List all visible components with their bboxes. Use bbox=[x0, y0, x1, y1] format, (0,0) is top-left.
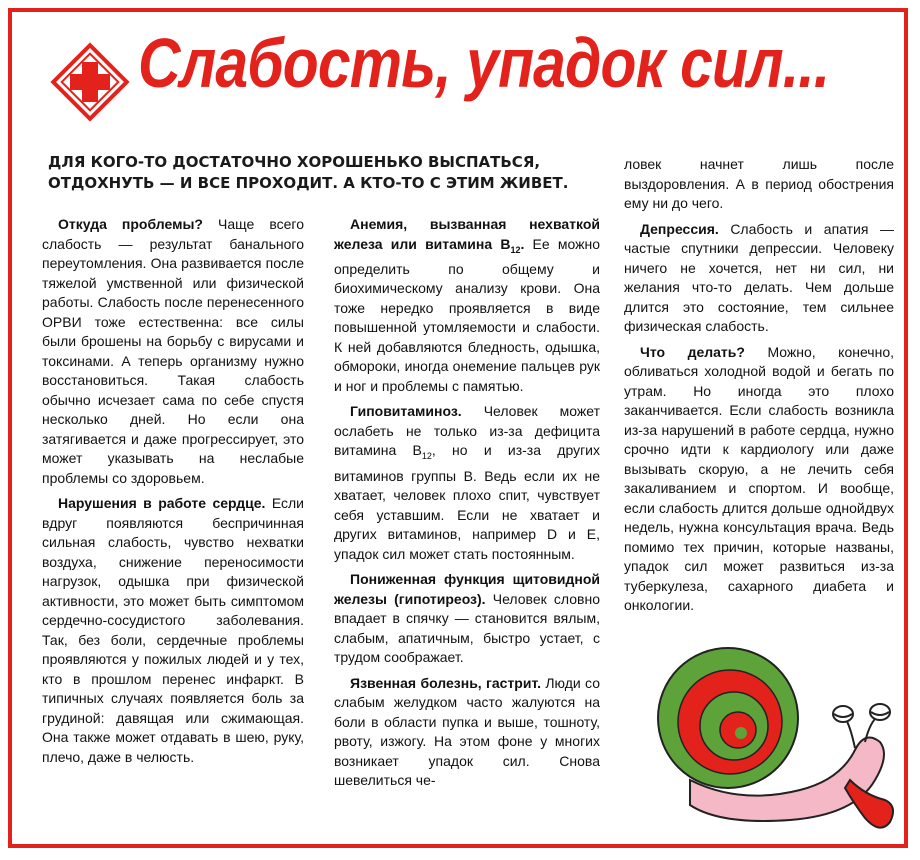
page-title: Слабость, упадок сил... bbox=[138, 24, 830, 102]
tired-snail-illustration bbox=[650, 630, 900, 840]
section-text: Можно, конечно, обливаться холодной водой и бегать по утрам. Но иногда это плохо заканчивается. Если слабость возникла из-за нарушений в работе сердца, нужно срочно идти к кардиологу или даже вызывать скорую, а не лечить себя закаливанием и спортом. И вообще, если слабость длится дольше однойдвух недель, нужна консультация врача. Ведь помимо тех причин, которые названы, упадок сил может развиться из-за туберкулеза, сахарного диабета и онкологии. bbox=[624, 343, 894, 613]
section-heading: Гиповитаминоз. bbox=[350, 403, 462, 420]
medical-cross-icon bbox=[48, 40, 132, 124]
section-ulcer-continued: ловек начнет лишь после выздоровления. А в период обострения ему ни до чего. bbox=[624, 156, 894, 211]
section-text: Если вдруг появляются беспричинная сильная слабость, чувство нехватки воздуха, снижение переносимости нагрузок, одышка при физической активности, это может быть симптомом сердечно-сосудистого заболевания. Так, без боли, сердечные проблемы проявляются у пожилых людей и у тех, кто в прошлом перенес инфаркт. В типичных случаях появляется боль за грудиной: давящая или сжимающая. Она также может отдавать в шею, руку, плечо, даже в челюсть. bbox=[42, 495, 305, 765]
section-text: Слабость и апатия — частые спутники депрессии. Человеку ничего не хочется, нет ни сил, ни желания что-то делать. Чем дольше длится это состояние, тем сильнее физическая слабость. bbox=[624, 220, 894, 334]
section-anemia bbox=[334, 215, 600, 396]
section-heading: Анемия, вызванная нехваткой железа или витамина $В_{12}$. bbox=[334, 216, 600, 255]
text-column-1 bbox=[42, 215, 304, 767]
section-ulcer bbox=[334, 674, 600, 791]
section-heading: Пониженная функция щитовидной железы (гипотиреоз). bbox=[334, 571, 600, 607]
section-text: Люди со слабым желудком часто жалуются на боли в области пупка и выше, тошноту, рвоту, изжогу. На этом фоне у многих возникает упадок сил. Снова шевелиться че- bbox=[334, 674, 600, 789]
section-heading: Нарушения в работе сердце. bbox=[58, 495, 266, 511]
section-text: Чаще всего слабость — результат банального переутомления. Она развивается после тяжелой умственной или физической работы. Слабость после перенесенного ОРВИ тоже естественна: все силы были брошены на борьбу с вирусами и токсинами. А теперь организму нужно восстановиться. Такая слабость обычно исчезает сама по себе спустя несколько дней. Но если она затягивается и даже прогрессирует, это может указывать на неслабые проблемы со здоровьем. bbox=[42, 216, 304, 486]
text-column-3 bbox=[624, 155, 894, 616]
section-heart bbox=[42, 494, 304, 767]
section-text: , но и из-за других витаминов группы В. Ведь если их не хватает, человек плохо спит, чувствует себя уставшим. Если не хватает и других витаминов, например D и E, упадок сил может стать постоянным. bbox=[334, 442, 600, 562]
section-what-to-do bbox=[624, 343, 894, 616]
section-heading: Откуда проблемы? bbox=[58, 216, 203, 232]
section-text: Человек словно впадает в спячку — становится вялым, слабым, апатичным, быстро устает, с трудом соображает. bbox=[334, 590, 600, 666]
section-heading: Язвенная болезнь, гастрит. bbox=[350, 674, 541, 691]
section-thyroid bbox=[334, 570, 600, 668]
section-why bbox=[42, 215, 304, 488]
section-text: Ее можно определить по общему и биохимическому анализу крови. Она тоже нередко проявляется в виде повышенной утомляемости и слабости. К ней добавляются бледность, одышка, обмороки, иногда онемение пальцев рук и ног и проблемы с памятью. bbox=[334, 235, 601, 394]
lead-paragraph: ДЛЯ КОГО-ТО ДОСТАТОЧНО ХОРОШЕНЬКО ВЫСПАТЬСЯ, ОТДОХНУТЬ — И ВСЕ ПРОХОДИТ. А КТО-ТО С ЭТИМ ЖИВЕТ. bbox=[48, 153, 569, 192]
section-depression bbox=[624, 220, 894, 337]
section-hypovitaminosis: Гиповитаминоз. Человек может ослабеть не только из-за дефицита витамина $В_{12}$, но и из-за других витаминов группы В. Ведь если их не хватает, человек плохо спит, чувствует себя уставшим. Если не хватает и других витаминов, например D и E, упадок сил может стать постоянным. bbox=[334, 403, 600, 562]
section-heading: Депрессия. bbox=[640, 220, 719, 237]
section-heading: Что делать? bbox=[640, 343, 745, 360]
text-column-2 bbox=[334, 215, 600, 791]
